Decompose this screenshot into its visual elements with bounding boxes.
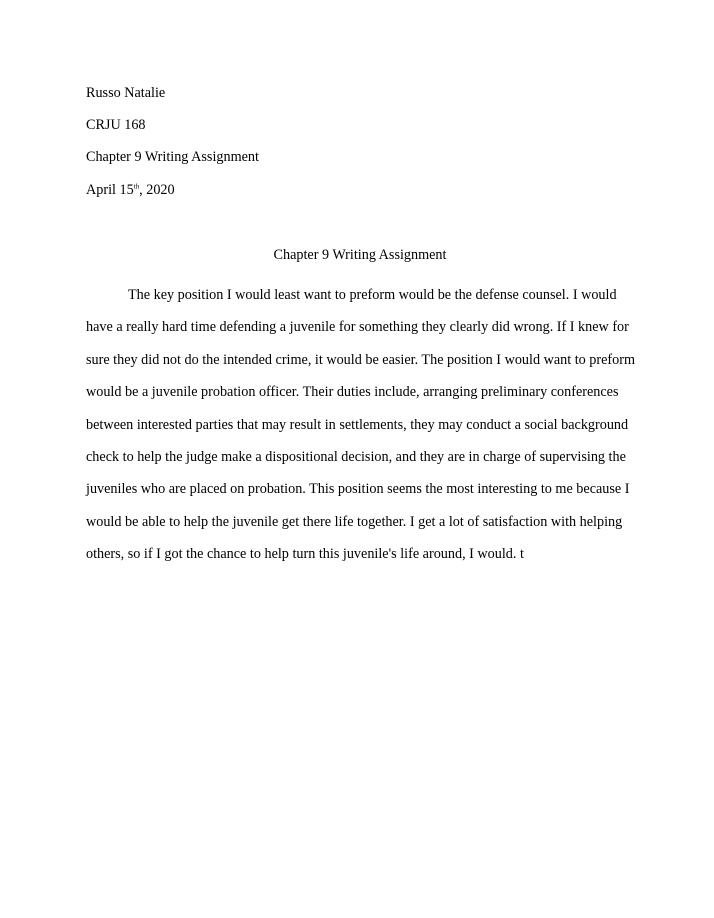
assignment-name: Chapter 9 Writing Assignment [86,149,259,165]
date-line [86,181,175,199]
body-line: would be able to help the juvenile get there life together. I get a lot of satisfaction with helping [86,513,623,530]
document-title: Chapter 9 Writing Assignment [273,247,447,263]
body-line: juveniles who are placed on probation. This position seems the most interesting to me because I [86,481,630,498]
date-year: , 2020 [139,182,175,198]
body-line: check to help the judge make a dispositional decision, and they are in charge of supervising the [86,448,626,465]
body-line: others, so if I got the chance to help turn this juvenile's life around, I would. t [86,546,524,563]
date-month-day: April 15 [86,182,134,198]
body-line: sure they did not do the intended crime, it would be easier. The position I would want to preform [86,351,635,368]
body-line: would be a juvenile probation officer. Their duties include, arranging preliminary conferences [86,384,619,401]
body-line: The key position I would least want to preform would be the defense counsel. I would [128,287,617,303]
student-name: Russo Natalie [86,85,166,101]
body-line: between interested parties that may result in settlements, they may conduct a social background [86,416,629,433]
body-paragraph [86,279,646,571]
date-ordinal-suffix: th [133,182,140,191]
course-code: CRJU 168 [86,117,146,133]
body-line: have a really hard time defending a juvenile for something they clearly did wrong. If I knew for [86,319,629,336]
